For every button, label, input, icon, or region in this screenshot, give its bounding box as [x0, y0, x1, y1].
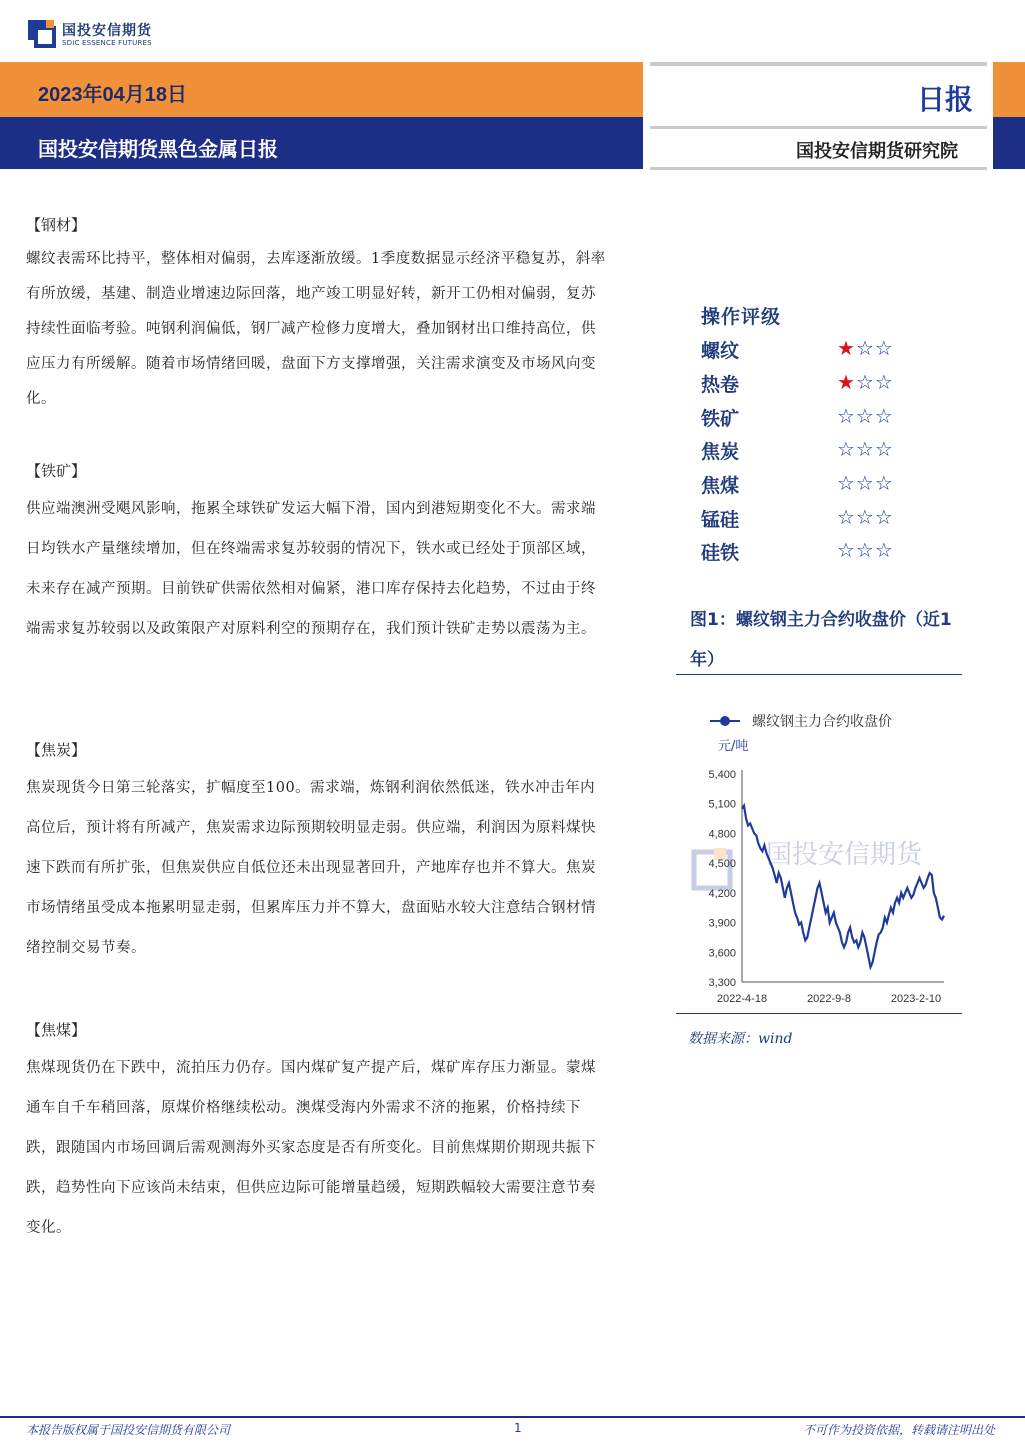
y-tick-label: 3,900	[708, 917, 736, 930]
x-tick-label: 2022-4-18	[716, 993, 768, 1005]
star-empty-icon: ☆☆☆	[837, 471, 894, 495]
star-filled-icon: ★	[837, 336, 856, 360]
header-divider-bottom	[650, 167, 987, 170]
rating-item-name: 硅铁	[701, 542, 740, 564]
header-divider-top	[650, 62, 987, 66]
rating-stars	[837, 471, 894, 495]
rating-row	[701, 437, 951, 467]
report-title: 国投安信期货黑色金属日报	[38, 137, 278, 161]
y-tick-label: 5,100	[708, 798, 736, 811]
section-heading-steel: 【钢材】	[26, 216, 87, 234]
legend-label: 螺纹钢主力合约收盘价	[752, 714, 892, 730]
section-text-coking-coal: 焦煤现货仍在下跌中，流拍压力仍存。国内煤矿复产提产后，煤矿库存压力渐显。蒙煤通车自千车稍回落，原煤价格继续松动。澳煤受海内外需求不济的拖累，价格持续下跌，跟随国内市场回调后需观测海外买家态度是否有所变化。目前焦煤期价期现共振下跌，趋势性向下应该尚未结束，但供应边际可能增量趋缓，短期跌幅较大需要注意节奏变化。	[26, 1060, 596, 1236]
rating-row	[701, 370, 951, 400]
y-tick-label: 3,300	[708, 977, 736, 989]
logo-mark-icon	[26, 18, 56, 48]
star-empty-icon: ☆☆☆	[837, 404, 894, 428]
page-number: 1	[514, 1421, 522, 1435]
rating-stars	[837, 437, 894, 461]
section-text-coke: 焦炭现货今日第三轮落实，扩幅度至100。需求端，炼钢利润依然低迷，铁水冲击年内高位后，预计将有所减产，焦炭需求边际预期较明显走弱。供应端，利润因为原料煤快速下跌而有所扩张，但焦炭供应自低位还未出现显著回升，产地库存也并不算大。焦炭市场情绪虽受成本拖累明显走弱，但累库压力并不算大，盘面贴水较大注意结合钢材情绪控制交易节奏。	[26, 780, 596, 956]
footer-disclaimer: 不可作为投资依据，转载请注明出处	[802, 1423, 995, 1437]
rating-stars	[837, 404, 894, 428]
rating-row	[701, 505, 951, 535]
rating-stars	[837, 505, 894, 529]
company-logo	[26, 18, 176, 52]
logo-en-text: SDIC ESSENCE FUTURES	[62, 39, 152, 47]
y-tick-label: 5,400	[708, 769, 736, 781]
rating-item-name: 螺纹	[701, 340, 740, 362]
section-text-iron-ore: 供应端澳洲受飓风影响，拖累全球铁矿发运大幅下滑，国内到港短期变化不大。需求端日均铁水产量继续增加，但在终端需求复苏较弱的情况下，铁水或已经处于顶部区域，未来存在减产预期。目前铁矿供需依然相对偏紧，港口库存保持去化趋势，不过由于终端需求复苏较弱以及政策限产对原料利空的预期存在，我们预计铁矿走势以震荡为主。	[26, 501, 596, 637]
figure-title: 图1：螺纹钢主力合约收盘价（近1年）	[690, 610, 952, 670]
section-text-steel: 螺纹表需环比持平，整体相对偏弱，去库逐渐放缓。1季度数据显示经济平稳复苏，斜率有所放缓，基建、制造业增速边际回落，地产竣工明显好转，新开工仍相对偏弱，复苏持续性面临考验。吨钢利润偏低，钢厂减产检修力度增大，叠加钢材出口维持高位，供应压力有所缓解。随着市场情绪回暖，盘面下方支撑增强，关注需求演变及市场风向变化。	[26, 251, 606, 407]
star-empty-icon: ☆☆	[855, 370, 894, 394]
institute-name: 国投安信期货研究院	[796, 141, 958, 162]
section-heading-coke: 【焦炭】	[26, 741, 87, 759]
data-source: 数据来源：wind	[688, 1031, 793, 1047]
x-tick-label: 2023-2-10	[890, 993, 942, 1005]
y-tick-label: 4,500	[708, 858, 736, 871]
rating-item-name: 锰硅	[701, 509, 740, 531]
rating-title: 操作评级	[701, 306, 782, 328]
figure-title-rule	[676, 674, 962, 675]
y-tick-label: 3,600	[708, 947, 736, 960]
rating-item-name: 铁矿	[701, 408, 740, 430]
series-line	[742, 806, 944, 967]
header-accent-orange	[993, 62, 1025, 117]
figure-bottom-rule	[676, 1013, 962, 1014]
rating-stars	[837, 370, 894, 394]
footer-copyright: 本报告版权属于国投安信期货有限公司	[26, 1423, 231, 1437]
star-empty-icon: ☆☆☆	[837, 505, 894, 529]
logo-cn-text: 国投安信期货	[62, 23, 152, 39]
y-tick-label: 4,800	[708, 828, 736, 841]
rating-item-name: 焦煤	[701, 475, 740, 497]
rating-stars	[837, 336, 894, 360]
rating-row	[701, 471, 951, 501]
chart-legend	[710, 713, 892, 730]
section-heading-coking-coal: 【焦煤】	[26, 1021, 87, 1039]
legend-marker-icon	[720, 716, 730, 726]
section-heading-iron-ore: 【铁矿】	[26, 462, 87, 480]
rating-item-name: 热卷	[701, 374, 740, 396]
report-type-label: 日报	[917, 83, 974, 116]
header-accent-blue	[993, 117, 1025, 169]
rating-item-name: 焦炭	[701, 441, 740, 463]
y-tick-label: 4,200	[708, 887, 736, 900]
x-tick-label: 2022-9-8	[806, 993, 852, 1005]
footer-rule	[0, 1416, 1025, 1418]
report-date: 2023年04月18日	[38, 84, 187, 106]
rating-row	[701, 404, 951, 434]
star-empty-icon: ☆☆☆	[837, 437, 894, 461]
rating-row	[701, 538, 951, 568]
rating-stars	[837, 538, 894, 562]
price-chart	[680, 700, 960, 1012]
star-filled-icon: ★	[837, 370, 856, 394]
watermark-text: 国投安信期货	[766, 840, 923, 870]
star-empty-icon: ☆☆☆	[837, 538, 894, 562]
star-empty-icon: ☆☆	[855, 336, 894, 360]
x-axis-ticks	[717, 993, 941, 1005]
header-divider-mid	[650, 126, 987, 129]
rating-row	[701, 336, 951, 366]
y-unit-label: 元/吨	[718, 739, 749, 754]
